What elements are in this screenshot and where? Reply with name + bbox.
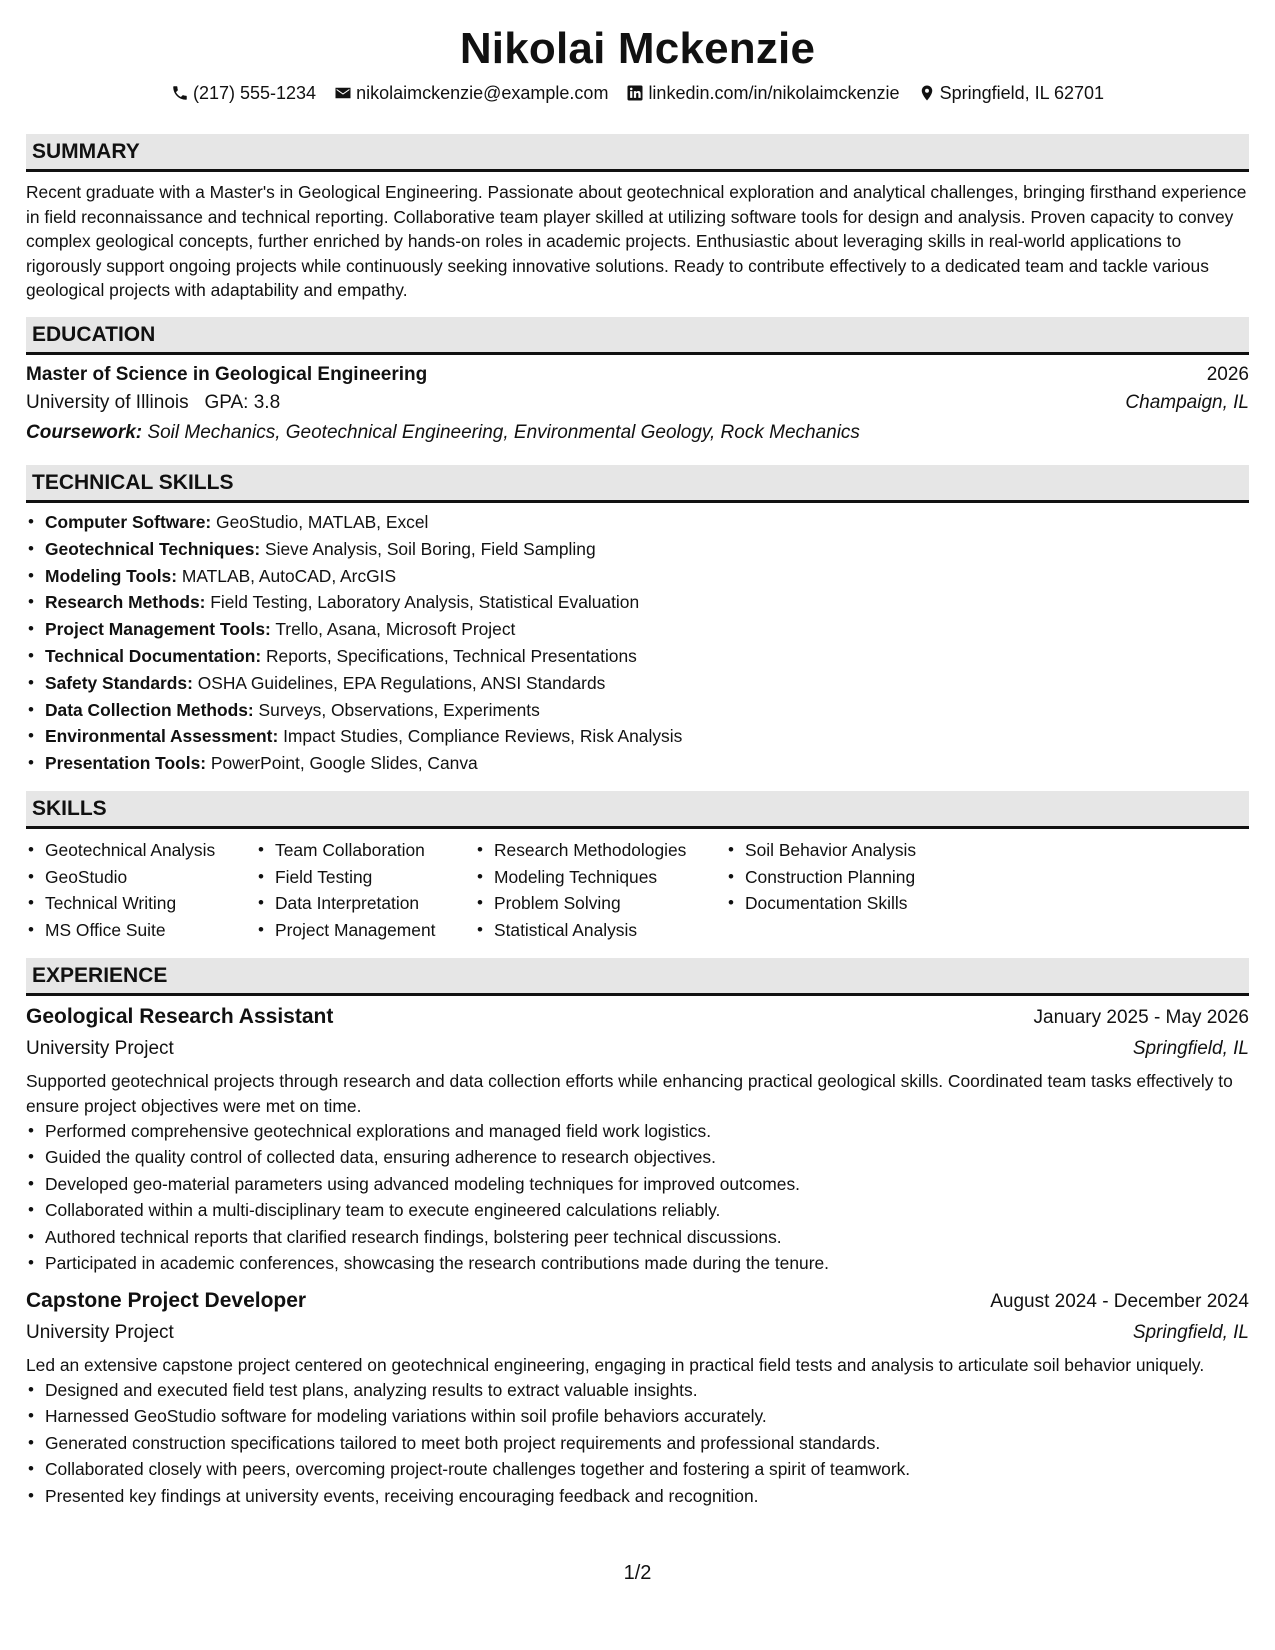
email-text: nikolaimckenzie@example.com <box>356 83 609 103</box>
skill-values: GeoStudio, MATLAB, Excel <box>216 511 429 532</box>
skill-category: Data Collection Methods: <box>45 699 254 720</box>
list-item <box>26 750 1249 777</box>
job-title: Capstone Project Developer <box>26 1288 307 1312</box>
email-icon <box>334 84 352 102</box>
contact-linkedin[interactable] <box>626 82 899 104</box>
list-item: • Problem Solving <box>475 890 726 917</box>
list-item: • Team Collaboration <box>256 837 475 864</box>
job-org-row <box>26 1033 1249 1065</box>
job-org: University Project <box>26 1321 174 1343</box>
degree-title: Master of Science in Geological Engineering <box>26 363 428 385</box>
school-name: University of Illinois <box>26 391 189 413</box>
education-degree-row <box>26 362 1249 388</box>
coursework-label: Coursework: <box>26 421 143 443</box>
list-item: • Research Methodologies <box>475 837 726 864</box>
list-item: • Documentation Skills <box>726 890 986 917</box>
skill-values: Reports, Specifications, Technical Presentations <box>265 645 637 666</box>
education-section <box>26 317 1249 448</box>
list-item <box>26 616 1249 643</box>
skill-values: Field Testing, Laboratory Analysis, Statistical Evaluation <box>210 592 640 613</box>
skill-values: PowerPoint, Google Slides, Canva <box>210 753 478 774</box>
skills-column <box>475 837 726 943</box>
skills-column <box>256 837 475 943</box>
phone-text: (217) 555-1234 <box>192 83 317 103</box>
summary-section <box>26 134 1249 303</box>
job-location: Springfield, IL <box>1132 1321 1249 1343</box>
list-item: • Construction Planning <box>726 864 986 891</box>
skill-category: Presentation Tools: <box>45 753 207 774</box>
list-item: • Data Interpretation <box>256 890 475 917</box>
skill-values: Impact Studies, Compliance Reviews, Risk Analysis <box>283 726 683 747</box>
skill-values: OSHA Guidelines, EPA Regulations, ANSI Standards <box>197 672 606 693</box>
job-title-row <box>26 1002 1249 1033</box>
job-bullets <box>26 1118 1249 1277</box>
job-dates: January 2025 - May 2026 <box>1033 1007 1249 1029</box>
list-item: • Designed and executed field test plans, analyzing results to extract valuable insights. <box>26 1377 1249 1404</box>
summary-text: Recent graduate with a Master's in Geological Engineering. Passionate about geotechnical exploration and analytical challenges, bringing firsthand experience in field reconnaissance and technical reporting. Collaborative team player skilled at utilizing software tools for design and analysis. Proven capacity to convey complex geological concepts, further enriched by hands-on roles in academic projects. Enthusiastic about leveraging skills in real-world applications to rigorously support ongoing projects while continuously seeking innovative solutions. Ready to contribute effectively to a dedicated team and tackle various geological projects with adaptability and empathy. <box>26 182 1247 301</box>
list-item: • Guided the quality control of collected data, ensuring adherence to research objectives. <box>26 1144 1249 1171</box>
list-item: • Authored technical reports that clarified research findings, bolstering peer technical discussions. <box>26 1224 1249 1251</box>
list-item: • MS Office Suite <box>26 917 256 944</box>
section-heading-experience: EXPERIENCE <box>26 958 1249 996</box>
list-item <box>26 563 1249 590</box>
list-item: • Collaborated closely with peers, overcoming project-route challenges together and fostering a spirit of teamwork. <box>26 1456 1249 1483</box>
job-title-row <box>26 1286 1249 1317</box>
contact-location <box>918 82 1104 104</box>
section-heading-education: EDUCATION <box>26 317 1249 355</box>
map-pin-icon <box>918 84 936 102</box>
school-info <box>26 388 280 418</box>
job-bullets <box>26 1377 1249 1510</box>
technical-skills-section <box>26 465 1249 777</box>
linkedin-icon <box>626 84 644 102</box>
experience-section <box>26 958 1249 1509</box>
skill-category: Computer Software: <box>45 511 212 532</box>
job-org: University Project <box>26 1038 174 1060</box>
location-text: Springfield, IL 62701 <box>939 83 1105 103</box>
list-item: • Generated construction specifications tailored to meet both project requirements and professional standards. <box>26 1430 1249 1457</box>
technical-skills-list <box>26 509 1249 777</box>
skill-category: Geotechnical Techniques: <box>45 538 261 559</box>
job-dates: August 2024 - December 2024 <box>990 1290 1249 1312</box>
coursework-line <box>26 418 1249 448</box>
job-title: Geological Research Assistant <box>26 1005 334 1029</box>
degree-year: 2026 <box>1206 363 1249 385</box>
skill-category: Environmental Assessment: <box>45 726 279 747</box>
page-number: 1/2 <box>623 1562 652 1584</box>
list-item: • Project Management <box>256 917 475 944</box>
list-item <box>26 536 1249 563</box>
job-description: Led an extensive capstone project centered on geotechnical engineering, engaging in practical field tests and analysis to articulate soil behavior uniquely. <box>26 1354 1205 1375</box>
skill-category: Modeling Tools: <box>45 565 178 586</box>
list-item: • Collaborated within a multi-disciplinary team to execute engineered calculations reliably. <box>26 1197 1249 1224</box>
list-item: • GeoStudio <box>26 864 256 891</box>
list-item: • Soil Behavior Analysis <box>726 837 986 864</box>
school-location: Champaign, IL <box>1125 391 1249 413</box>
list-item: • Harnessed GeoStudio software for modeling variations within soil profile behaviors accurately. <box>26 1403 1249 1430</box>
job-location: Springfield, IL <box>1132 1038 1249 1060</box>
contact-bar <box>26 82 1249 104</box>
list-item: • Developed geo-material parameters using advanced modeling techniques for improved outcomes. <box>26 1171 1249 1198</box>
skill-category: Technical Documentation: <box>45 645 262 666</box>
job-org-row <box>26 1317 1249 1349</box>
section-heading-technical-skills: TECHNICAL SKILLS <box>26 465 1249 503</box>
skill-values: Sieve Analysis, Soil Boring, Field Sampling <box>265 538 596 559</box>
list-item: • Field Testing <box>256 864 475 891</box>
list-item <box>26 509 1249 536</box>
list-item <box>26 643 1249 670</box>
list-item: • Participated in academic conferences, showcasing the research contributions made during the tenure. <box>26 1250 1249 1277</box>
section-heading-skills: SKILLS <box>26 791 1249 829</box>
list-item: • Presented key findings at university events, receiving encouraging feedback and recognition. <box>26 1483 1249 1510</box>
list-item: • Technical Writing <box>26 890 256 917</box>
skills-section <box>26 791 1249 943</box>
list-item <box>26 697 1249 724</box>
contact-email[interactable] <box>334 82 608 104</box>
gpa: GPA: 3.8 <box>204 391 281 413</box>
skill-category: Research Methods: <box>45 592 206 613</box>
contact-phone[interactable] <box>171 82 316 104</box>
skills-column <box>26 837 256 943</box>
candidate-name: Nikolai Mckenzie <box>459 24 816 73</box>
list-item: • Performed comprehensive geotechnical explorations and managed field work logistics. <box>26 1118 1249 1145</box>
skills-column <box>726 837 986 943</box>
skill-values: MATLAB, AutoCAD, ArcGIS <box>181 565 397 586</box>
section-heading-summary: SUMMARY <box>26 134 1249 172</box>
skill-values: Surveys, Observations, Experiments <box>258 699 540 720</box>
linkedin-text: linkedin.com/in/nikolaimckenzie <box>648 83 900 103</box>
skill-category: Project Management Tools: <box>45 619 271 640</box>
phone-icon <box>171 84 189 102</box>
job-entry <box>26 1286 1249 1510</box>
list-item: • Modeling Techniques <box>475 864 726 891</box>
list-item <box>26 670 1249 697</box>
job-entry <box>26 1002 1249 1276</box>
education-school-row <box>26 388 1249 418</box>
skills-grid <box>26 837 1249 943</box>
list-item <box>26 589 1249 616</box>
coursework-list: Soil Mechanics, Geotechnical Engineering, Environmental Geology, Rock Mechanics <box>147 421 860 443</box>
skill-category: Safety Standards: <box>45 672 193 693</box>
job-description: Supported geotechnical projects through research and data collection efforts while enhancing practical geological skills. Coordinated team tasks effectively to ensure project objectives were met on time. <box>26 1071 1233 1116</box>
skill-values: Trello, Asana, Microsoft Project <box>275 619 516 640</box>
list-item <box>26 723 1249 750</box>
list-item: • Statistical Analysis <box>475 917 726 944</box>
list-item: • Geotechnical Analysis <box>26 837 256 864</box>
